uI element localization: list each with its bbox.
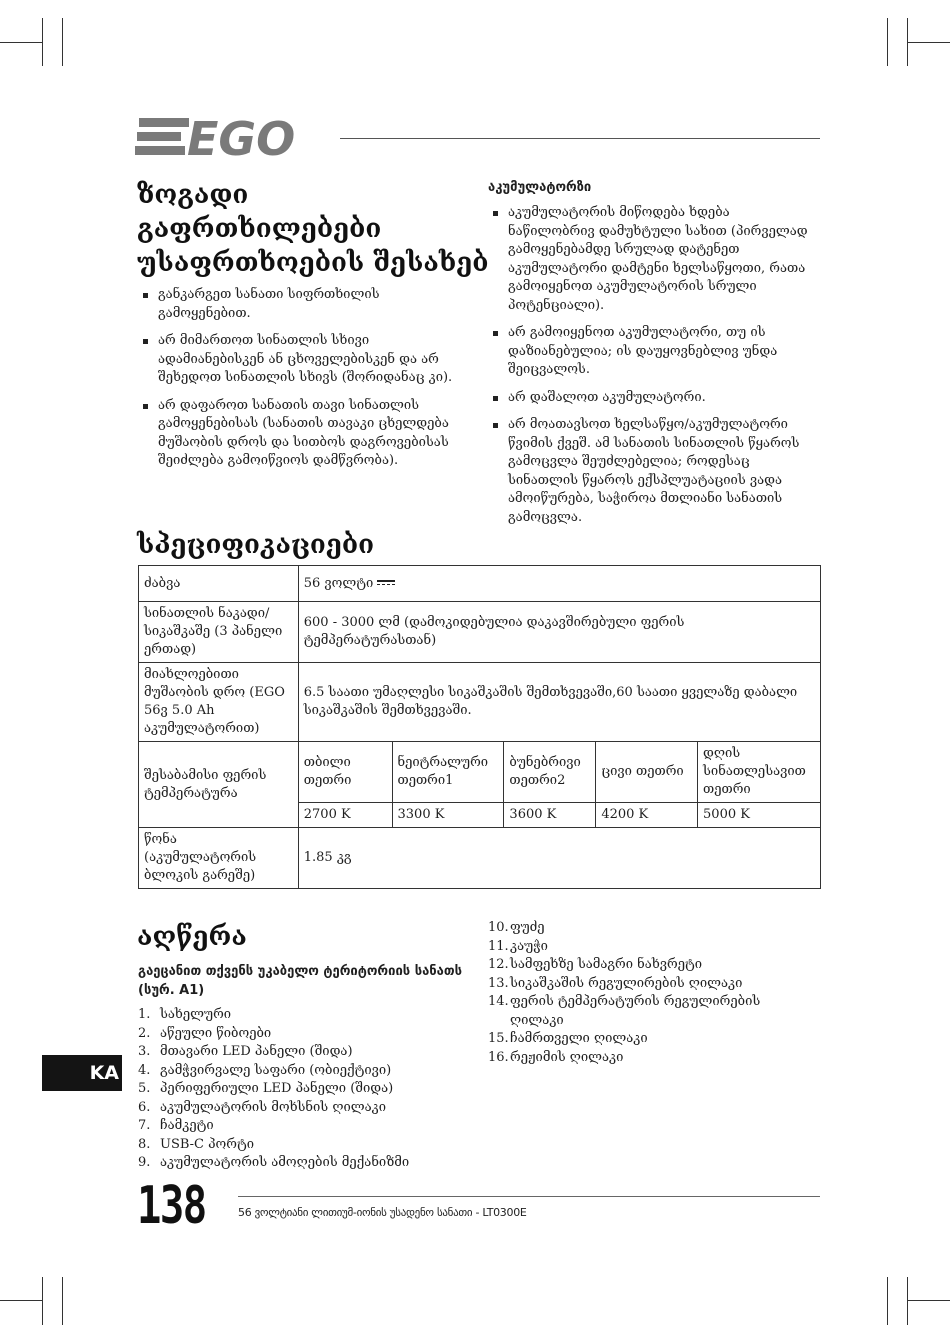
crop-mark [62,1277,63,1325]
specs-title: სპეციფიკაციები [137,530,375,560]
parts-list-left [138,1006,458,1173]
crop-mark [908,1300,950,1301]
table-row [139,566,821,602]
crop-mark [907,1277,908,1325]
page-number: 138 [137,1176,206,1236]
list-item: არ მიმართოთ სინათლის სხივი ადამიანებისკენ ან ცხოველებისკენ და არ შეხედოთ სინათლის სხივს (შორიდანაც კი). [138,332,463,388]
cct-name: ბუნებრივი თეთრი2 [504,742,596,803]
spec-value: 600 - 3000 ლმ (დამოკიდებულია დაკავშირებული ფერის ტემპერატურასთან) [298,602,820,663]
dc-symbol-icon [377,579,395,587]
crop-mark [908,42,950,43]
cct-value: 3600 K [504,803,596,828]
warnings-list [138,286,463,480]
cct-name: ნეიტრალური თეთრი1 [392,742,504,803]
cct-value: 5000 K [698,803,821,828]
battery-list [488,204,818,536]
logo-wordmark: EGO [187,114,296,160]
crop-mark [42,1277,43,1325]
list-item: 3. მთავარი LED პანელი (შიდა) [138,1044,353,1059]
list-item: 9. აკუმულატორის ამოღების მექანიზმი [138,1155,410,1170]
list-item: აკუმულატორის მიწოდება ხდება ნაწილობრივ დამუხტული სახით (პირველად გამოყენებამდე სრულად დატენეთ აკუმულატორი დამტენი ხელსაწყოთი, რათა გამოიყენოთ აკუმულატორის სრული პოტენციალი). [488,204,818,315]
description-subtitle: გაეცანით თქვენს უკაბელო ტერიტორიის სანათს (სურ. A1) [138,964,463,998]
list-item: 4. გამჭვირვალე საფარი (ობიექტივი) [138,1062,392,1078]
spec-label: მიახლოებითი მუშაობის დრო (EGO 56ვ 5.0 Ah აკუმულატორით) [139,663,299,742]
list-item: განკარგეთ სანათი სიფრთხილის გამოყენებით. [138,286,463,323]
language-tab: KA [42,1055,122,1091]
table-row [139,828,821,889]
list-item: არ დაშალოთ აკუმულატორი. [488,389,818,408]
crop-mark [0,1300,42,1301]
cct-value: 3300 K [392,803,504,828]
list-item: არ დაფაროთ სანათის თავი სინათლის გამოყენებისას (სანათის თავაკი ცხელდება მუშაობის დროს და სითბოს დაგროვებისას შეიძლება გამოიწვიოს დამწვრობა). [138,397,463,471]
table-row [139,663,821,742]
list-item: 1. სახელური [138,1007,232,1022]
cct-value: 4200 K [596,803,698,828]
list-item: 7. ჩამკეტი [138,1118,214,1133]
cct-name: ცივი თეთრი [596,742,698,803]
spec-label: წონა (აკუმულატორის ბლოკის გარეშე) [139,828,299,889]
list-item: 12. სამფეხზე სამაგრი ნახვრეტი [488,957,703,972]
cct-name: დღის სინათლესავით თეთრი [698,742,821,803]
list-item: 10. ფუძე [488,920,545,935]
list-item: 13. სიკაშკაშის რეგულირების ღილაკი [488,975,743,991]
cct-name: თბილი თეთრი [298,742,392,803]
crop-mark [42,18,43,66]
ego-logo [135,114,325,160]
list-item: 14. ფერის ტემპერატურის რეგულირების ღილაკი [488,994,761,1028]
crop-mark [62,18,63,66]
spec-label: შესაბამისი ფერის ტემპერატურა [139,742,299,828]
list-item: 15. ჩამრთველი ღილაკი [488,1031,648,1046]
list-item: 16. რეჟიმის ღილაკი [488,1049,624,1065]
spec-value: 56 ვოლტი [298,566,820,602]
spec-label: სინათლის ნაკადი/ სიკაშკაშე (3 პანელი ერთად) [139,602,299,663]
crop-mark [887,1277,888,1325]
description-title: აღწერა [137,922,247,952]
crop-mark [887,18,888,66]
spec-value: 6.5 საათი უმაღლესი სიკაშკაშის შემთხვევაში,60 საათი ყველაზე დაბალი სიკაშკაშის შემთხვევაში. [298,663,820,742]
header-rule [340,138,820,139]
list-item: 6. აკუმულატორის მოხსნის ღილაკი [138,1099,387,1115]
parts-list-right [488,919,808,1067]
table-row [139,602,821,663]
warnings-title: ზოგადი გაფრთხილებები უსაფრთხოების შესახებ [137,180,489,278]
specs-table [138,565,821,889]
cct-value: 2700 K [298,803,392,828]
list-item: 8. USB-C პორტი [138,1136,254,1152]
table-row [139,742,821,803]
list-item: 5. პერიფერიული LED პანელი (შიდა) [138,1081,394,1096]
footer-text: 56 ვოლტიანი ლითიუმ-იონის უსადენო სანათი - LT0300E [238,1206,527,1219]
crop-mark [0,42,42,43]
battery-heading: აკუმულატორზი [488,180,592,195]
list-item: არ მოათავსოთ ხელსაწყო/აკუმულატორი წვიმის ქვეშ. ამ სანათის სინათლის წყაროს გამოცვლა შეუძლებელია; როდესაც სინათლის წყაროს ექსპლუატაციის ვადა ამოიწურება, საჭიროა მთლიანი სანათის გამოცვლა. [488,416,818,527]
spec-label: ძაბვა [139,566,299,602]
spec-value: 1.85 კგ [298,828,820,889]
list-item: 2. აწეული წიბოები [138,1025,272,1041]
footer-rule [238,1196,820,1197]
list-item: არ გამოიყენოთ აკუმულატორი, თუ ის დაზიანებულია; ის დაუყოვნებლივ უნდა შეიცვალოს. [488,324,818,380]
list-item: 11. კაუჭი [488,938,548,954]
